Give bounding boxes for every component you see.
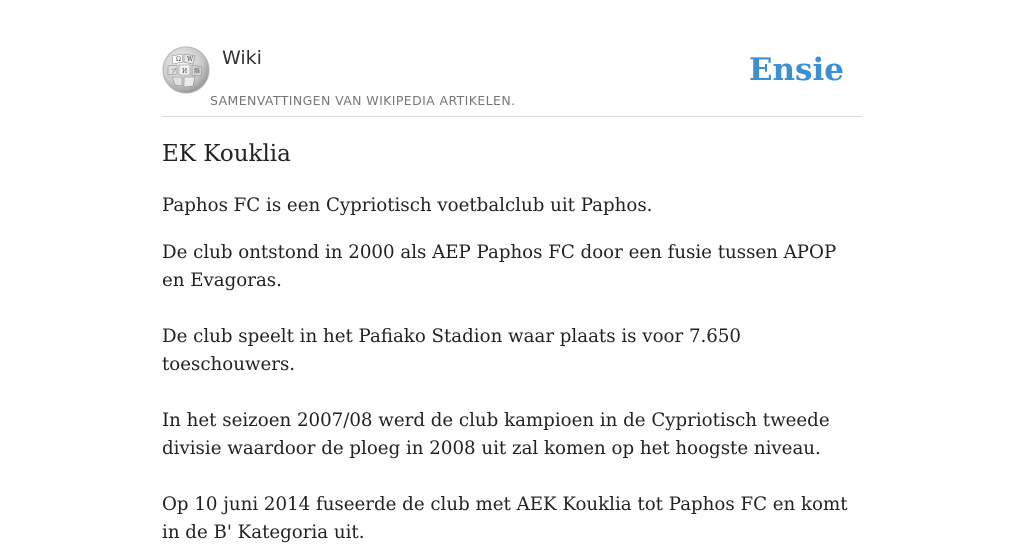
wikipedia-globe-icon[interactable] [162, 46, 210, 94]
page-title: EK Kouklia [162, 141, 291, 167]
site-header [162, 0, 862, 117]
svg-text:Ω: Ω [176, 56, 181, 63]
svg-text:ア: ア [171, 68, 178, 75]
svg-text:維: 維 [194, 68, 201, 75]
site-tagline: SAMENVATTINGEN VAN WIKIPEDIA ARTIKELEN. [210, 93, 516, 108]
article-paragraph: In het seizoen 2007/08 werd de club kampioen in de Cypriotisch tweede divisie waardoor de ploeg in 2008 uit zal komen op het hoogste niveau. [162, 410, 830, 459]
svg-text:И: И [182, 68, 188, 75]
article-paragraph: Paphos FC is een Cypriotisch voetbalclub uit Paphos. [162, 195, 653, 216]
article-paragraph: Op 10 juni 2014 fuseerde de club met AEK Kouklia tot Paphos FC en komt in de B' Kategoria uit. [162, 494, 848, 543]
article-paragraph: De club speelt in het Pafiako Stadion waar plaats is voor 7.650 toeschouwers. [162, 326, 742, 375]
brand-logo[interactable]: Ensie [748, 52, 844, 88]
svg-text:W: W [187, 56, 194, 63]
article-paragraph: De club ontstond in 2000 als AEP Paphos FC door een fusie tussen APOP en Evagoras. [162, 242, 837, 291]
article-content [162, 138, 862, 547]
site-name[interactable]: Wiki [222, 47, 262, 69]
